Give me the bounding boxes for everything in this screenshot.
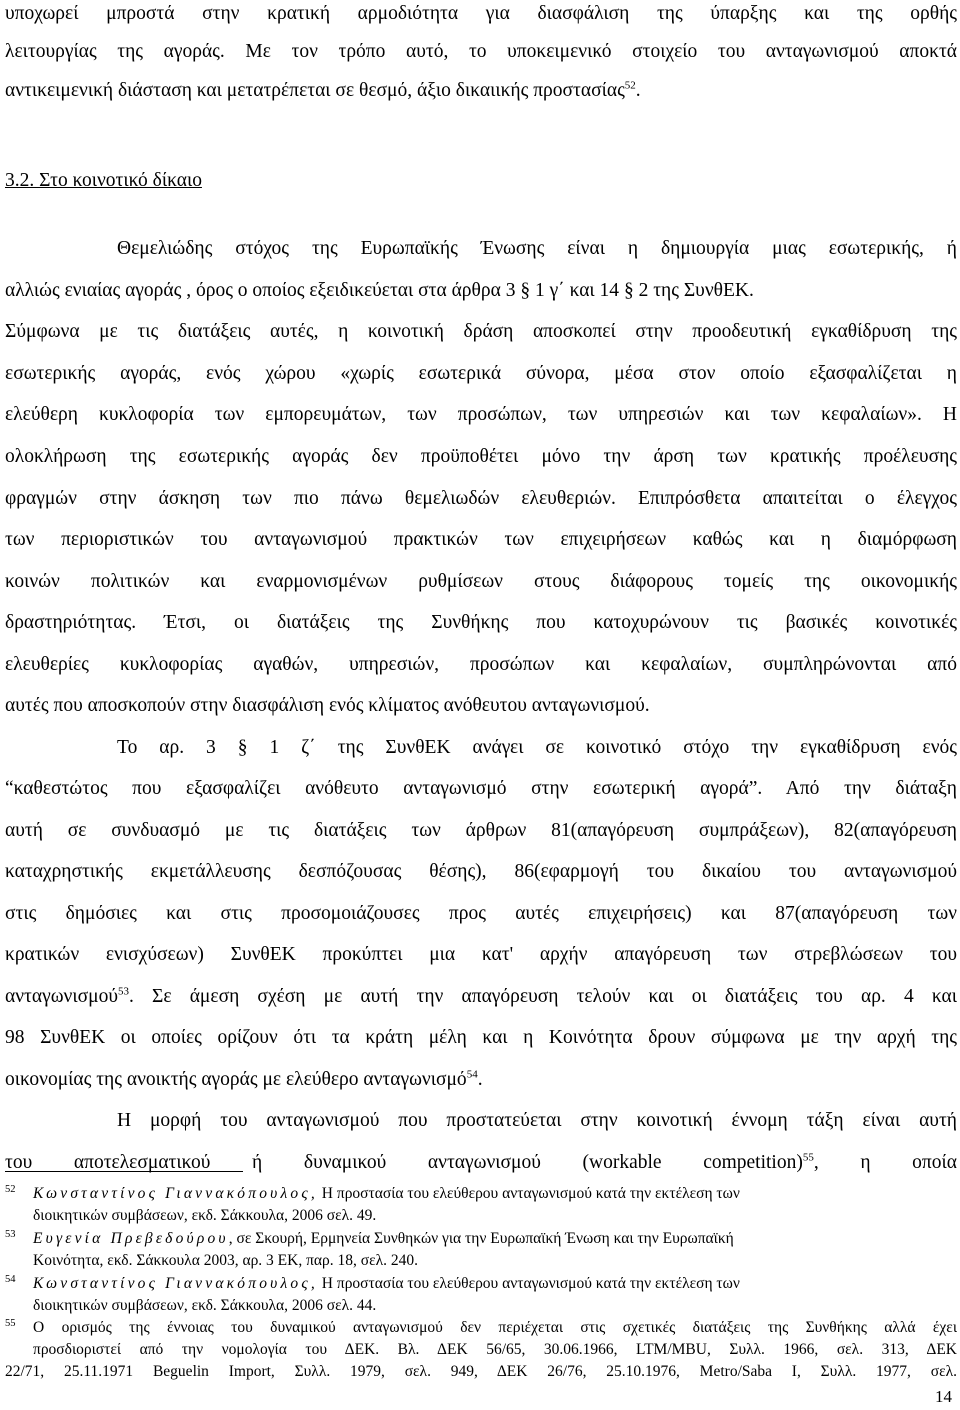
footnote-line: προσδιοριστεί από την νομολογία του ΔΕΚ. Βλ. ΔΕΚ 56/65, 30.06.1966, LTM/MBU, Συλλ. 1966, σελ. 313, ΔΕΚ	[33, 1341, 957, 1358]
footnote-ref-52[interactable]: 52	[624, 79, 636, 92]
text-line: Η μορφή του ανταγωνισμού που προστατεύεται στην κοινοτική έννομη τάξη είναι αυτή	[117, 1110, 957, 1131]
footnote-ref-53[interactable]: 53	[117, 985, 129, 998]
footnote-line: Ο ορισμός της έννοιας του δυναμικού ανταγωνισμού δεν περιέχεται στις σχετικές διατάξεις της Συνθήκης αλλά έχει	[33, 1319, 957, 1336]
text-line: Το αρ. 3 § 1 ζ΄ της ΣυνθΕΚ ανάγει σε κοινοτικό στόχο την εγκαθίδρυση ενός	[117, 737, 957, 758]
text-line: Σύμφωνα με τις διατάξεις αυτές, η κοινοτική δράση αποσκοπεί στην προοδευτική εγκαθίδρυση της	[5, 321, 957, 342]
text-line: Θεμελιώδης στόχος της Ευρωπαϊκής Ένωσης είναι η δημιουργία μιας εσωτερικής, ή	[117, 238, 957, 259]
footnote-line: διοικητικών συμβάσεων, εκδ. Σάκκουλα, 2006 σελ. 44.	[33, 1297, 377, 1314]
footnote-line: Κωνσταντίνος Γιαννακόπουλος, Η προστασία του ελεύθερου ανταγωνισμού κατά την εκτέλεση των	[33, 1275, 740, 1292]
footnote-number: 53	[5, 1229, 16, 1240]
text-line: αλλιώς ενιαίας αγοράς , όρος ο οποίος εξειδικεύεται στα άρθρα 3 § 1 γ΄ και 14 § 2 της ΣυνθΕΚ.	[5, 280, 754, 301]
footnote-author: Κωνσταντίνος Γιαννακόπουλος,	[33, 1185, 318, 1202]
text-line: “καθεστώτος που εξασφαλίζει ανόθευτο ανταγωνισμό στην εσωτερική αγορά”. Από την διάταξη	[5, 778, 957, 799]
text-line: των περιοριστικών του ανταγωνισμού πρακτικών των επιχειρήσεων καθώς και η διαμόρφωση	[5, 529, 957, 550]
footnote-line: Κοινότητα, εκδ. Σάκκουλα 2003, αρ. 3 ΕΚ, παρ. 18, σελ. 240.	[33, 1252, 419, 1269]
footnote-line: 22/71, 25.11.1971 Beguelin Import, Συλλ. 1979, σελ. 949, ΔΕΚ 26/76, 25.10.1976, Metro/Saba I, Συλλ. 1977, σελ.	[5, 1363, 957, 1380]
text-line: ελεύθερη κυκλοφορία των εμπορευμάτων, των προσώπων, των υπηρεσιών και των κεφαλαίων». Η	[5, 404, 957, 425]
footnote-line: Κωνσταντίνος Γιαννακόπουλος, Η προστασία του ελεύθερου ανταγωνισμού κατά την εκτέλεση των	[33, 1185, 740, 1202]
text-line: υποχωρεί μπροστά στην κρατική αρμοδιότητα για διασφάλιση της ύπαρξης και της ορθής	[5, 3, 957, 24]
footnote-number: 54	[5, 1274, 16, 1285]
footnote-ref-55[interactable]: 55	[802, 1151, 814, 1164]
section-symbol: §	[623, 280, 634, 301]
section-symbol: §	[520, 280, 531, 301]
text-line: στις δημόσιες και στις προσομοιάζουσες προς αυτές επιχειρήσεις) και 87(απαγόρευση των	[5, 903, 957, 924]
text-line: δραστηριότητας. Έτσι, οι διατάξεις της Συνθήκης που κατοχυρώνουν τις βασικές κοινοτικές	[5, 612, 957, 633]
text-line: του αποτελεσματικού ή δυναμικού ανταγωνισμού (workable competition)$^{55}$, η οποία	[5, 1151, 957, 1173]
text-line: αυτές που αποσκοπούν στην διασφάλιση ενός κλίματος ανόθευτου ανταγωνισμού.	[5, 695, 650, 716]
text-line: 98 ΣυνθΕΚ οι οποίες ορίζουν ότι τα κράτη μέλη και η Κοινότητα δρουν σύμφωνα με την αρχή της	[5, 1027, 957, 1048]
footnote-author: Κωνσταντίνος Γιαννακόπουλος,	[33, 1275, 318, 1292]
footnote-author: Ευγενία Πρεβεδούρου	[33, 1230, 229, 1247]
footnote-line: διοικητικών συμβάσεων, εκδ. Σάκκουλα, 2006 σελ. 49.	[33, 1207, 377, 1224]
text-line: αντικειμενική διάσταση και μετατρέπεται σε θεσμό, άξιο δικαιικής προστασίας$^{52}$.	[5, 79, 641, 101]
text-line: οικονομίας της ανοικτής αγοράς με ελεύθερο ανταγωνισμό$^{54}$.	[5, 1068, 483, 1090]
text-line: φραγμών στην άσκηση των πιο πάνω θεμελιωδών ελευθεριών. Επιπρόσθετα απαιτείται ο έλεγχος	[5, 488, 957, 509]
text-line: ελευθερίες κυκλοφορίας αγαθών, υπηρεσιών, προσώπων και κεφαλαίων, συμπληρώνονται από	[5, 654, 957, 675]
footnote-line: Ευγενία Πρεβεδούρου, σε Σκουρή, Ερμηνεία Συνθηκών για την Ευρωπαϊκή Ένωση και την Ευρωπαϊκή	[33, 1230, 734, 1247]
text-line: κρατικών ενισχύσεων) ΣυνθΕΚ προκύπτει μια κατ' αρχήν απαγόρευση των στρεβλώσεων του	[5, 944, 957, 965]
footnote-separator	[5, 1171, 243, 1172]
page-number: 14	[935, 1387, 952, 1406]
footnote-number: 52	[5, 1184, 16, 1195]
text-line: εσωτερικής αγοράς, ενός χώρου «χωρίς εσωτερικά σύνορα, μέσα στον οποίο εξασφαλίζεται η	[5, 363, 957, 384]
text-line: κοινών πολιτικών και εναρμονισμένων ρυθμίσεων στους διάφορους τομείς της οικονομικής	[5, 571, 957, 592]
section-symbol: §	[237, 737, 248, 758]
footnote-ref-54[interactable]: 54	[466, 1068, 478, 1081]
text-line: ολοκλήρωση της εσωτερικής αγοράς δεν προϋποθέτει μόνο την άρση των κρατικής προέλευσης	[5, 446, 957, 467]
text-line: καταχρηστικής εκμετάλλευσης δεσπόζουσας θέσης), 86(εφαρμογή του δικαίου του ανταγωνισμού	[5, 861, 957, 882]
section-heading: 3.2. Στο κοινοτικό δίκαιο	[5, 170, 202, 191]
footnote-number: 55	[5, 1318, 16, 1329]
text-line: ανταγωνισμού$^{53}$. Σε άμεση σχέση με αυτή την απαγόρευση τελούν και οι διατάξεις του αρ. 4 και	[5, 985, 957, 1007]
text-line: αυτή σε συνδυασμό με τις διατάξεις των άρθρων 81(απαγόρευση συμπράξεων), 82(απαγόρευση	[5, 820, 957, 841]
text-line: λειτουργίας της αγοράς. Με τον τρόπο αυτό, το υποκειμενικό στοιχείο του ανταγωνισμού αποκτά	[5, 41, 957, 62]
